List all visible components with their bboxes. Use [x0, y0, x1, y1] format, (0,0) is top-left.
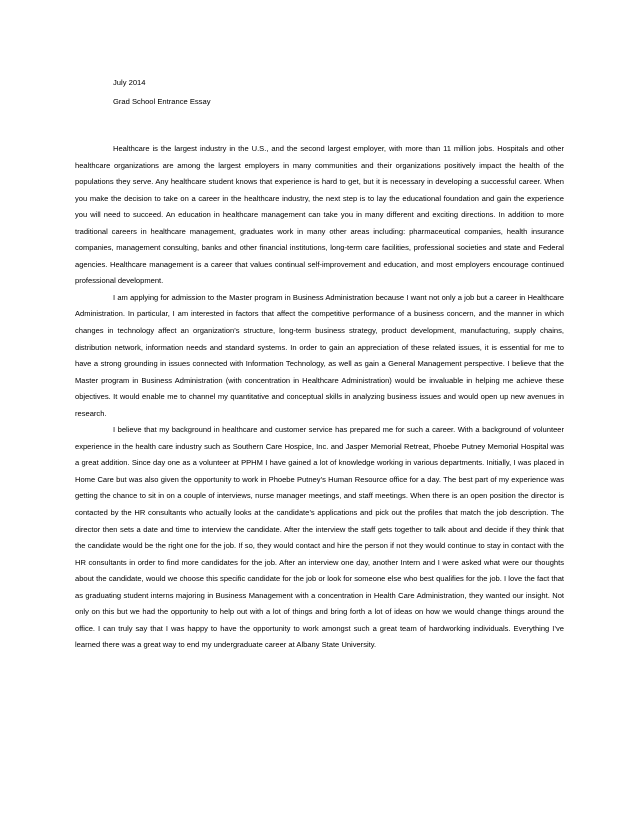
essay-body	[75, 141, 564, 654]
document-date: July 2014	[113, 78, 146, 87]
document-header	[113, 73, 211, 111]
document-title: Grad School Entrance Essay	[113, 97, 211, 106]
essay-paragraph-2: I am applying for admission to the Master program in Business Administration because I want not only a job but a career in Healthcare Administration. In particular, I am interested in factors that affect the competitive performance of a business concern, and the manner in which changes in technology affect an organization’s structure, long-term business strategy, product development, manufacturing, supply chains, distribution network, information needs and standard systems. In order to gain an appreciation of these related issues, it is essential for me to have a strong grounding in issues connected with Information Technology, as well as gain a General Management perspective. I believe that the Master program in Business Administration (with concentration in Healthcare Administration) would be invaluable in helping me achieve these objectives. It would enable me to channel my quantitative and conceptual skills in analyzing business issues and would open up new avenues in research.	[75, 292, 564, 418]
essay-paragraph-1: Healthcare is the largest industry in the U.S., and the second largest employer, with more than 11 million jobs. Hospitals and other healthcare organizations are among the largest employers in many communities and their organizations positively impact the health of the populations they serve. Any healthcare student knows that experience is hard to get, but it is necessary in developing a successful career. When you make the decision to take on a career in the healthcare industry, the next step is to lay the educational foundation and gain the experience you will need to succeed. An education in healthcare management can take you in many different and exciting directions. In addition to more traditional careers in healthcare management, graduates work in many other areas including: pharmaceutical companies, health insurance companies, management consulting, banks and other financial institutions, long-term care facilities, professional societies and state and Federal agencies. Healthcare management is a career that values continual self-improvement and education, and most employers encourage continued professional development.	[75, 144, 564, 286]
essay-paragraph-3: I believe that my background in healthcare and customer service has prepared me for such a career. With a background of volunteer experience in the health care industry such as Southern Care Hospice, Inc. and Jasper Memorial Retreat, Phoebe Putney Memorial Hospital was a great addition. Since day one as a volunteer at PPHM I have gained a lot of knowledge working in various departments. Initially, I was placed in Home Care but was also given the opportunity to work in Phoebe Putney’s Human Resource office for a day. The best part of my experience was getting the chance to sit in on a couple of interviews, nurse manager meetings, and staff meetings. When there is an open position the director is contacted by the HR consultants who actually looks at the candidate’s applications and pick out the profiles that match the job description. The director then sets a date and time to interview the candidate. After the interview the staff gets together to talk about and decide if they think that the candidate would be the right one for the job. If so, they would contact and hire the person if not they would continue to stay in contact with the HR consultants in order to find more candidates for the job. After an interview one day, another Intern and I were asked what were our thoughts about the candidate, would we choose this specific candidate for the job or look for someone else who best qualifies for the job. I love the fact that as graduating student interns majoring in Business Management with a concentration in Health Care Administration, they wanted our insight. Not only on this but we had the opportunity to help out with a lot of things and bring forth a lot of ideas on how we would change things around the office. I can truly say that I was happy to have the opportunity to work amongst such a great team of hardworking individuals. Everything I’ve learned there was a great way to end my undergraduate career at Albany State University.	[75, 425, 564, 650]
